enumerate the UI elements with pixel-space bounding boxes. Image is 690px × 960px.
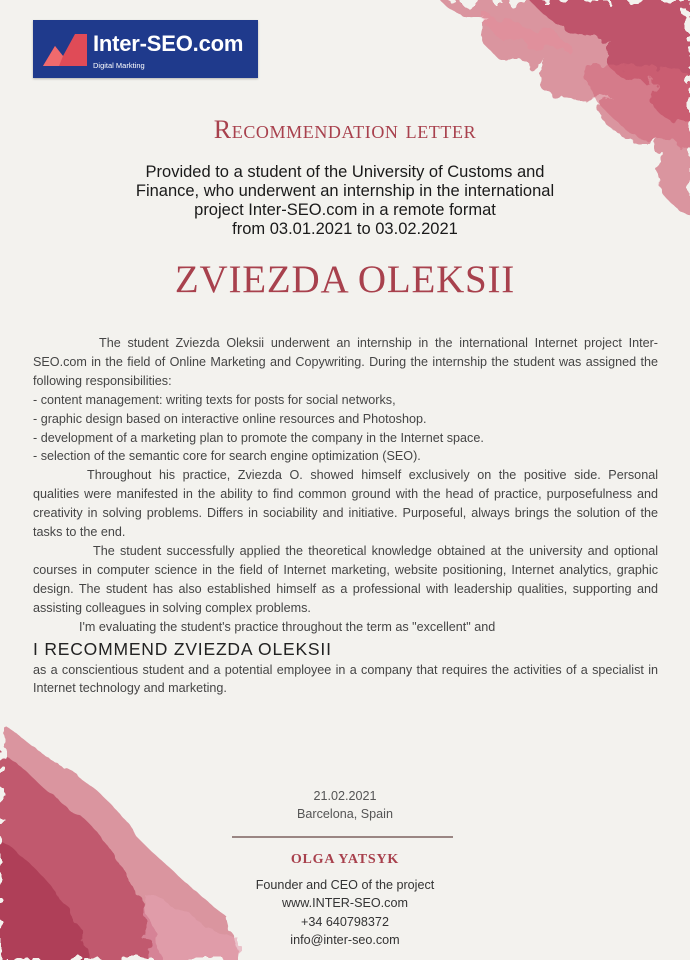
list-item: - selection of the semantic core for search engine optimization (SEO).	[33, 449, 421, 464]
logo-title: Inter-SEO.com	[93, 31, 244, 56]
intro-line: Provided to a student of the University of Customs and	[145, 163, 545, 181]
signer-phone: +34 640798372	[301, 914, 389, 929]
signature-place: Barcelona, Spain	[297, 807, 393, 821]
logo-chart-icon	[41, 32, 89, 68]
student-name: ZVIEZDA OLEKSII	[174, 258, 516, 301]
intro-line: from 03.01.2021 to 03.02.2021	[232, 220, 458, 238]
signer-role: Founder and CEO of the project	[255, 878, 435, 892]
signer-name: OLGA YATSYK	[290, 852, 400, 867]
body-paragraph: as a conscientious student and a potential employee in a company that requires the activities of a specialist in Internet technology and marketing.	[33, 662, 658, 696]
logo-subtitle: Digital Markting	[93, 61, 145, 70]
signature-divider	[232, 836, 453, 838]
letter-title: Recommendation letter	[213, 115, 477, 144]
body-paragraph: The student Zviezda Oleksii underwent an internship in the international Internet project Inter-SEO.com in the field of Online Marketing and Copywriting. During the internship the student was assigned the following responsibilities:	[33, 336, 658, 388]
responsibilities-list	[33, 391, 658, 467]
body-paragraph: Throughout his practice, Zviezda O. showed himself exclusively on the positive side. Personal qualities were manifested in the ability to find common ground with the head of practice, purposefulness and creativity in solving problems. Differs in sociability and initiative. Purposeful, always brings the solution of the tasks to the end.	[33, 468, 658, 540]
intro-text	[60, 163, 630, 239]
list-item: - content management: writing texts for posts for social networks,	[33, 392, 396, 407]
recommendation-statement: I RECOMMEND ZVIEZDA OLEKSII	[33, 638, 332, 659]
list-item: - development of a marketing plan to promote the company in the Internet space.	[33, 430, 484, 445]
signature-date: 21.02.2021	[313, 789, 377, 803]
signer-website: www.INTER-SEO.com	[282, 896, 408, 911]
intro-line: Finance, who underwent an internship in the international	[135, 182, 555, 200]
list-item: - graphic design based on interactive online resources and Photoshop.	[33, 411, 427, 426]
signer-email: info@inter-seo.com	[290, 932, 400, 947]
intro-line: project Inter-SEO.com in a remote format	[194, 201, 496, 219]
body-paragraph: I'm evaluating the student's practice throughout the term as "excellent" and	[79, 619, 496, 634]
company-logo	[33, 20, 258, 78]
letter-body	[33, 334, 658, 698]
body-paragraph: The student successfully applied the theoretical knowledge obtained at the university and optional courses in computer science in the field of Internet marketing, website positioning, Internet analytics, graphic design. The student has also established himself as a professional with leadership qualities, supporting and assisting colleagues in solving complex problems.	[33, 543, 658, 615]
signer-contacts	[0, 876, 690, 949]
